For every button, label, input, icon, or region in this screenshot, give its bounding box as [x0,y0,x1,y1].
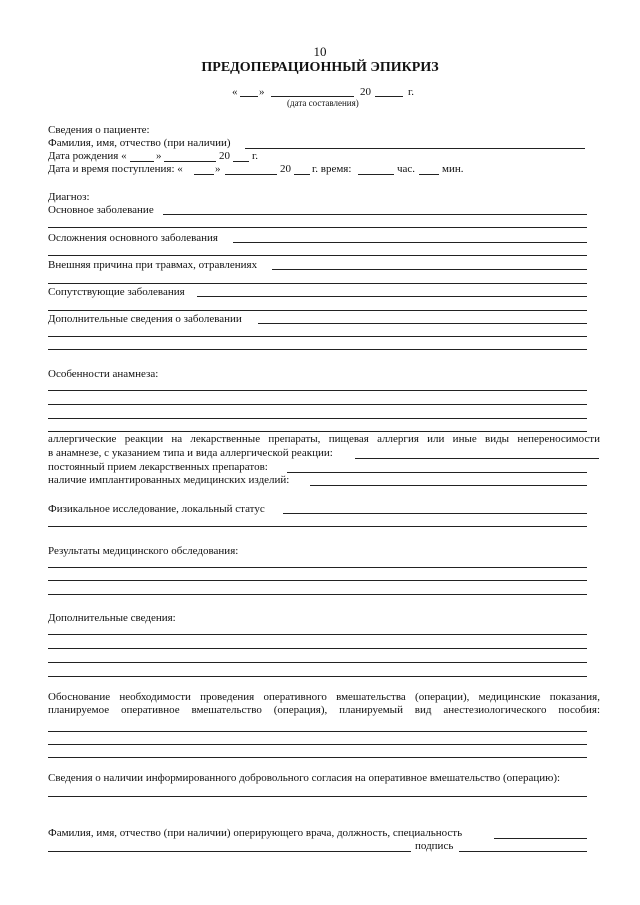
physical-exam-field[interactable] [283,513,587,514]
anamnesis-field-3[interactable] [48,418,587,419]
signature-field[interactable] [459,851,587,852]
signature-label: подпись [415,840,454,852]
main-disease-field[interactable] [163,214,587,215]
anamnesis-field-4[interactable] [48,431,587,432]
additional-info-label: Дополнительные сведения: [48,612,176,624]
admission-month-field[interactable] [225,174,277,175]
concomitant-field[interactable] [197,296,587,297]
minutes-label: мин. [442,163,464,175]
additional-disease-field-2[interactable] [48,336,587,337]
results-field-2[interactable] [48,580,587,581]
surgeon-field[interactable] [494,838,587,839]
justification-field-3[interactable] [48,757,587,758]
main-disease-field-2[interactable] [48,227,587,228]
anamnesis-heading: Особенности анамнеза: [48,368,159,380]
date-year-prefix: 20 [360,86,371,98]
justification-field-1[interactable] [48,731,587,732]
birth-month-field[interactable] [164,161,216,162]
results-field-1[interactable] [48,567,587,568]
external-cause-field[interactable] [272,269,587,270]
admission-year-prefix: 20 [280,163,291,175]
medications-field[interactable] [287,472,587,473]
external-cause-label: Внешняя причина при травмах, отравлениях [48,259,258,271]
additional-info-field-4[interactable] [48,676,587,677]
surgeon-label: Фамилия, имя, отчество (при наличии) оперирующего врача, должность, специальность [48,827,463,839]
additional-disease-field-3[interactable] [48,349,587,350]
date-year-field[interactable] [375,96,403,97]
date-close-quote: » [259,86,265,98]
patient-name-field[interactable] [245,148,585,149]
page-number: 10 [313,44,327,59]
additional-info-field-1[interactable] [48,634,587,635]
birth-day-field[interactable] [130,161,154,162]
complications-field[interactable] [233,242,587,243]
concomitant-field-2[interactable] [48,310,587,311]
justification-field-2[interactable] [48,744,587,745]
diagnosis-heading: Диагноз: [48,191,90,203]
admission-year-field[interactable] [294,174,310,175]
date-open-quote: « [232,86,238,98]
physical-exam-field-2[interactable] [48,526,587,527]
admission-label: Дата и время поступления: « [48,163,183,175]
admission-day-field[interactable] [194,174,214,175]
allergy-text-line1: аллергические реакции на лекарственные препараты, пищевая аллергия или иные виды непереносимости [48,433,600,445]
page-title: ПРЕДОПЕРАЦИОННЫЙ ЭПИКРИЗ [201,60,439,75]
anamnesis-field-1[interactable] [48,390,587,391]
main-disease-label: Основное заболевание [48,204,154,216]
results-field-3[interactable] [48,594,587,595]
concomitant-label: Сопутствующие заболевания [48,286,185,298]
surgeon-field-2[interactable] [48,851,411,852]
consent-field[interactable] [48,796,587,797]
additional-info-field-2[interactable] [48,648,587,649]
complications-label: Осложнения основного заболевания [48,232,218,244]
admission-close-quote: » [215,163,221,175]
implants-label: наличие имплантированных медицинских изделий: [48,474,290,486]
justification-line1: Обоснование необходимости проведения оперативного вмешательства (операции), медицинские показания, [48,691,600,703]
hours-label: час. [397,163,416,175]
allergy-text-line2: в анамнезе, с указанием типа и вида аллергической реакции: [48,447,333,459]
external-cause-field-2[interactable] [48,283,587,284]
anamnesis-field-2[interactable] [48,404,587,405]
physical-exam-label: Физикальное исследование, локальный статус [48,503,265,515]
allergy-field[interactable] [355,458,599,459]
additional-disease-field[interactable] [258,323,587,324]
medications-label: постоянный прием лекарственных препаратов: [48,461,268,473]
admission-time-label: г. время: [312,163,352,175]
additional-disease-label: Дополнительные сведения о заболевании [48,313,242,325]
admission-hours-field[interactable] [358,174,394,175]
justification-line2: планируемое оперативное вмешательство (операция), планируемый вид анестезиологического пособия: [48,704,600,716]
date-day-field[interactable] [240,96,258,97]
birth-year-prefix: 20 [219,150,230,162]
implants-field[interactable] [310,485,587,486]
birth-date-label: Дата рождения « [48,150,127,162]
birth-year-suffix: г. [252,150,259,162]
birth-year-field[interactable] [233,161,249,162]
date-caption: (дата составления) [287,98,359,108]
complications-field-2[interactable] [48,255,587,256]
results-label: Результаты медицинского обследования: [48,545,239,557]
additional-info-field-3[interactable] [48,662,587,663]
patient-name-label: Фамилия, имя, отчество (при наличии) [48,137,231,149]
birth-close-quote: » [156,150,162,162]
consent-label: Сведения о наличии информированного добровольного согласия на оперативное вмешательство (операцию): [48,772,561,784]
patient-heading: Сведения о пациенте: [48,124,150,136]
date-year-suffix: г. [408,86,415,98]
admission-minutes-field[interactable] [419,174,439,175]
